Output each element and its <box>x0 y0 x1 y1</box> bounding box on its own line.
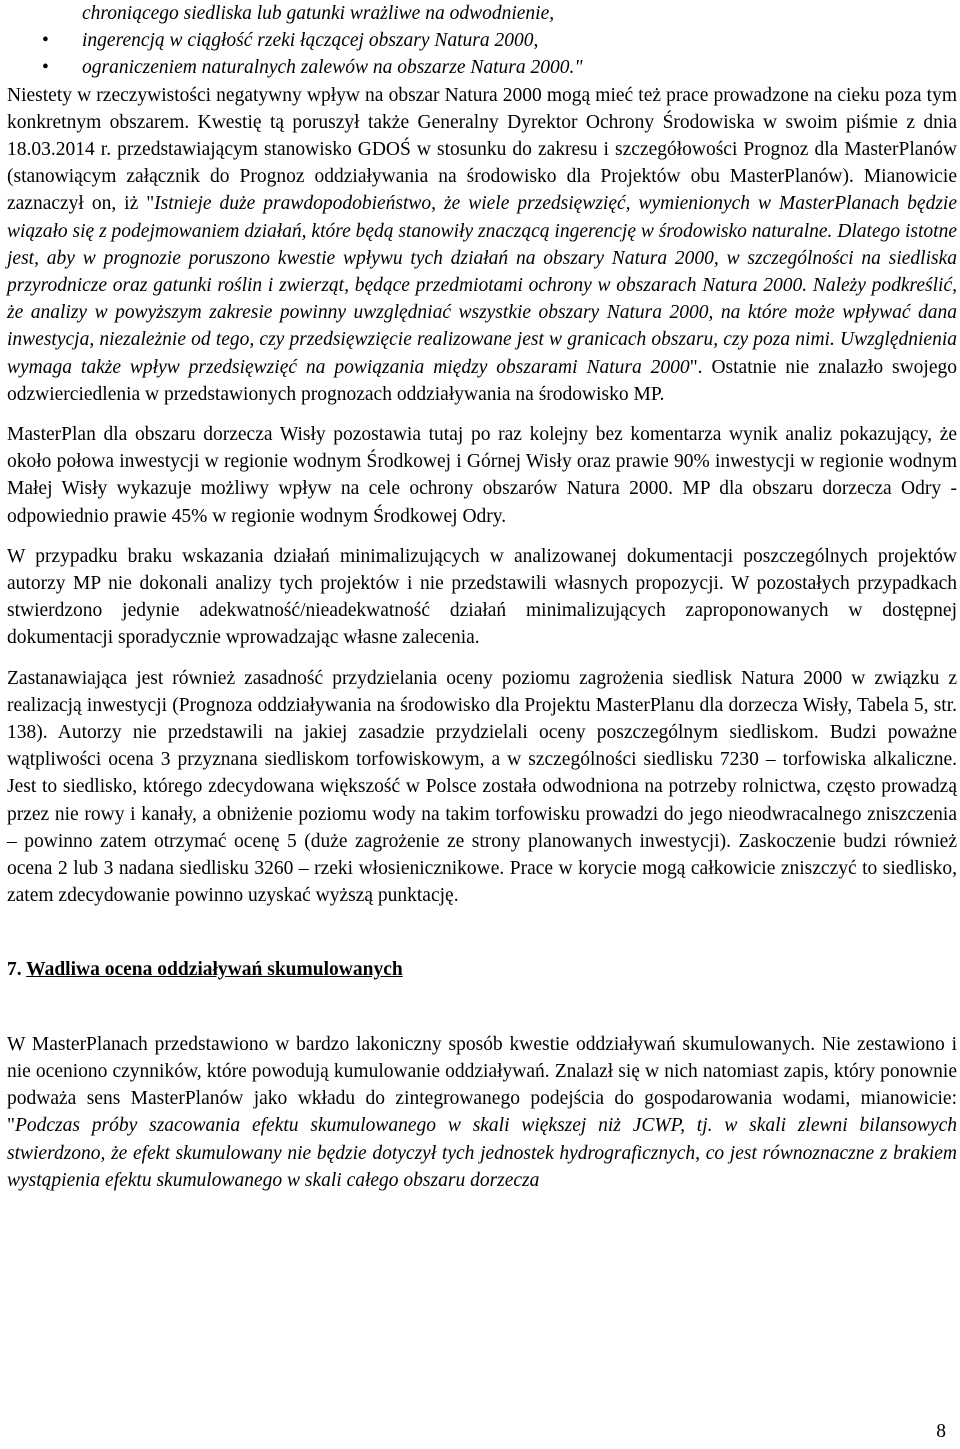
paragraph-text: Niestety w rzeczywistości negatywny wpływ na obszar Natura 2000 mogą mieć też prace prowadzone na cieku poza tym konkretnym obszarem. Kwestię tą poruszył także Generalny Dyrektor Ochrony Środowiska w swoim piśmie z dnia 18.03.2014 r. przedstawiającym stanowisko GDOŚ w stosunku do zakresu i szczegółowości Prognoz dla MasterPlanów (stanowiącym załącznik do Prognoz oddziaływania na środowisko dla Projektów obu MasterPlanów). Mianowicie zaznaczył on, iż " <box>7 84 957 215</box>
paragraph-masterplan-wisla: MasterPlan dla obszaru dorzecza Wisły pozostawia tutaj po raz kolejny bez komentarza wynik analiz pokazujący, że około połowa inwestycji w regionie wodnym Środkowej i Górnej Wisły oraz prawie 90% inwestycji w regionie wodnym Małej Wisły wykazuje możliwy wpływ na cele ochrony obszarów Natura 2000. MP dla obszaru dorzecza Odry - odpowiednio prawie 45% w regionie wodnym Środkowej Odry. <box>7 424 957 527</box>
quote-cumulative: Podczas próby szacowania efektu skumulowanego w skali większej niż JCWP, tj. w skali zlewni bilansowych stwierdzono, że efekt skumulowany nie będzie dotyczył tych jednostek hydrograficznych, co jest równoznaczne z brakiem wystąpienia efektu skumulowanego w skali całego obszaru dorzecza <box>7 1115 957 1191</box>
bullet-list <box>7 0 957 82</box>
bullet-icon: • <box>42 57 49 79</box>
list-item-text: ingerencją w ciągłość rzeki łączącej obszary Natura 2000, <box>82 30 539 52</box>
quote-gdos: Istnieje duże prawdopodobieństwo, że wiele przedsięwzięć, wymienionych w MasterPlanach będzie wiązało się z podejmowaniem działań, które będą stanowiły znaczącą ingerencję w środowisko naturalne. Dlatego istotne jest, aby w prognozie poruszono kwestie wpływu tych działań na obszary Natura 2000, w szczególności na siedliska przyrodnicze oraz gatunki roślin i zwierząt, będące przedmiotami ochrony w obszarach Natura 2000. Należy podkreślić, że analizy w powyższym zakresie powinny uwzględniać wszystkie obszary Natura 2000, na które może wpływać dana inwestycja, niezależnie od tego, czy przedsięwzięcie realizowane jest w granicach obszaru, czy poza nimi. Uwzględnienia wymaga także wpływ przedsięwzięć na powiązania między obszarami Natura 2000 <box>7 193 958 378</box>
bullet-icon: • <box>42 30 49 52</box>
document-page <box>7 0 957 1194</box>
section-number: 7. <box>7 958 27 980</box>
list-item-text: chroniącego siedliska lub gatunki wrażliwe na odwodnienie, <box>82 3 555 24</box>
section-heading <box>7 956 957 983</box>
paragraph-cumulative <box>7 1031 957 1194</box>
paragraph-text: W MasterPlanach przedstawiono w bardzo lakoniczny sposób kwestie oddziaływań skumulowanych. Nie zestawiono i nie oceniono czynników, które powodują kumulowanie oddziaływań. Znalazł się w nich natomiast zapis, który ponownie podważa sens MasterPlanów jako wkładu do zintegrowanego podejścia do gospodarowania wodami, mianowicie: " <box>7 1033 957 1137</box>
section-title: Wadliwa ocena oddziaływań skumulowanych <box>26 958 403 980</box>
list-item-text: ograniczeniem naturalnych zalewów na obszarze Natura 2000." <box>82 57 583 79</box>
paragraph-minimization: W przypadku braku wskazania działań minimalizujących w analizowanej dokumentacji poszczególnych projektów autorzy MP nie dokonali analizy tych projektów i nie przedstawili własnych propozycji. W pozostałych przypadkach stwierdzono jedynie adekwatność/nieadekwatność działań minimalizujących zaproponowanych w dostępnej dokumentacji sporadycznie wprowadzając własne zalecenia. <box>7 545 957 649</box>
list-item <box>42 27 957 54</box>
paragraph-text: ". Ostatnie nie znalazło swojego odzwierciedlenia w przedstawionych prognozach oddziaływania na środowisko MP. <box>7 356 957 405</box>
list-item <box>42 54 957 81</box>
page-number: 8 <box>936 1421 946 1442</box>
paragraph-habitat-scores: Zastanawiająca jest również zasadność przydzielania oceny poziomu zagrożenia siedlisk Natura 2000 w związku z realizacją inwestycji (Prognoza oddziaływania na środowisko dla Projektu MasterPlanu dla dorzecza Wisły, Tabela 5, str. 138). Autorzy nie przedstawili na jakiej zasadzie przydzielali oceny poszczególnym siedliskom. Budzi poważne wątpliwości ocena 3 przyznana siedliskom torfowiskowym, a w szczególności siedlisku 7230 – torfowiska alkaliczne. Jest to siedlisko, którego zdecydowana większość w Polsce została odwodniona na potrzeby rolnictwa, często prowadzą przez nie rowy i kanały, a obniżenie poziomu wody na takim torfowisku prowadzi do jego nieodwracalnego zniszczenia – powinno zatem otrzymać ocenę 5 (duże zagrożenie ze strony planowanych inwestycji). Zaskoczenie budzi również ocena 2 lub 3 nadana siedlisku 3260 – rzeki włosienicznikowe. Prace w korycie mogą całkowicie zniszczyć to siedlisko, zatem zdecydowanie powinno uzyskać wyższą punktację. <box>7 667 957 907</box>
list-item <box>82 0 957 27</box>
paragraph-natura-impact <box>7 82 957 408</box>
